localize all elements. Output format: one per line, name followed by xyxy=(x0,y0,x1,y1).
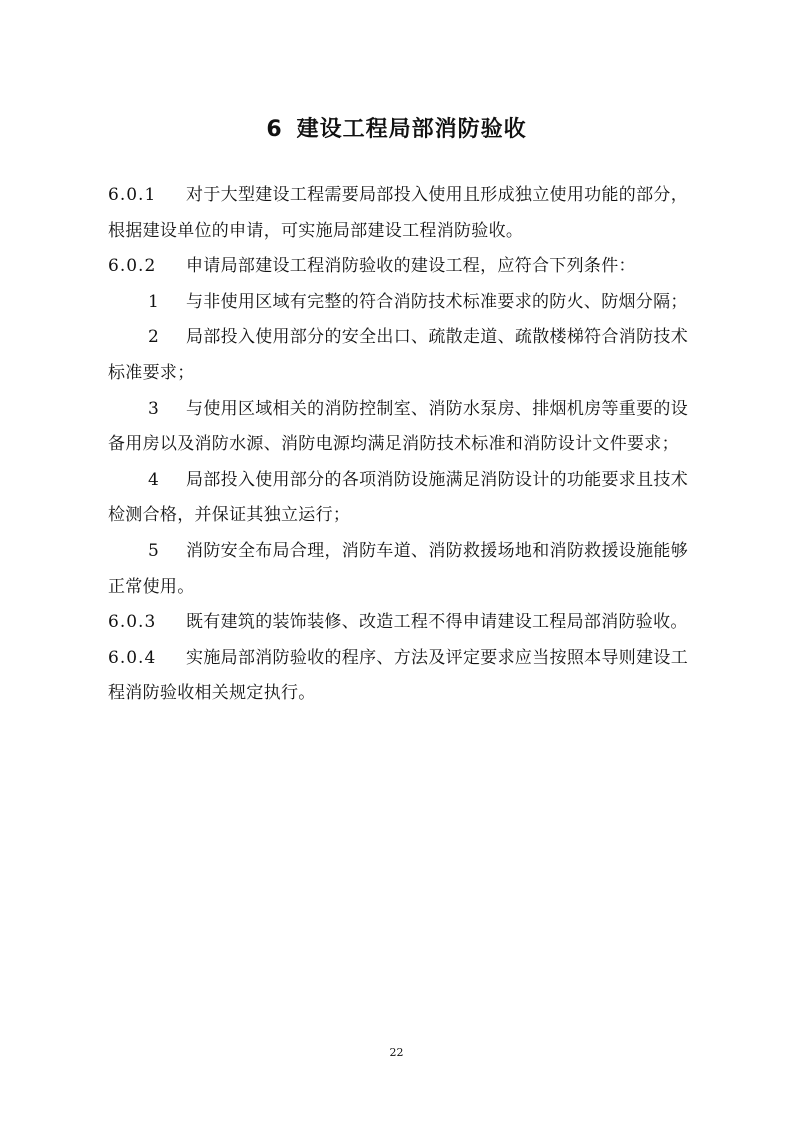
clause-6-0-2 xyxy=(108,249,688,285)
item-number: 2 xyxy=(148,327,160,348)
chapter-heading xyxy=(0,112,793,148)
clause-item-2 xyxy=(108,320,688,391)
clause-item-4 xyxy=(108,463,688,534)
item-number: 5 xyxy=(148,540,160,561)
item-number: 1 xyxy=(148,291,160,312)
chapter-number: 6 xyxy=(266,117,283,142)
clause-number: 6.0.3 xyxy=(108,612,157,633)
clause-6-0-3 xyxy=(108,605,688,641)
item-number: 3 xyxy=(148,398,160,419)
clause-text: 既有建筑的装饰装修、改造工程不得申请建设工程局部消防验收。 xyxy=(186,612,688,633)
item-text: 与使用区域相关的消防控制室、消防水泵房、排烟机房等重要的设备用房以及消防水源、消防电源均满足消防技术标准和消防设计文件要求； xyxy=(108,398,688,455)
item-text: 消防安全布局合理，消防车道、消防救援场地和消防救援设施能够正常使用。 xyxy=(108,540,688,597)
clause-item-5 xyxy=(108,534,688,605)
clause-number: 6.0.1 xyxy=(108,185,157,205)
document-body xyxy=(108,178,688,712)
clause-text: 申请局部建设工程消防验收的建设工程，应符合下列条件： xyxy=(186,256,636,277)
page-number: 22 xyxy=(389,1046,404,1059)
item-text: 局部投入使用部分的安全出口、疏散走道、疏散楼梯符合消防技术标准要求； xyxy=(108,327,688,383)
clause-number: 6.0.4 xyxy=(108,647,157,668)
item-number: 4 xyxy=(148,469,160,490)
clause-number: 6.0.2 xyxy=(108,256,157,277)
chapter-title: 建设工程局部消防验收 xyxy=(296,117,527,142)
clause-text: 对于大型建设工程需要局部投入使用且形成独立使用功能的部分，根据建设单位的申请，可实施局部建设工程消防验收。 xyxy=(108,185,688,241)
clause-text: 实施局部消防验收的程序、方法及评定要求应当按照本导则建设工程消防验收相关规定执行。 xyxy=(108,647,688,704)
item-text: 局部投入使用部分的各项消防设施满足消防设计的功能要求且技术检测合格，并保证其独立运行； xyxy=(108,469,688,526)
clause-item-3 xyxy=(108,392,688,463)
item-text: 与非使用区域有完整的符合消防技术标准要求的防火、防烟分隔； xyxy=(186,291,688,312)
clause-6-0-4 xyxy=(108,641,688,712)
clause-6-0-1 xyxy=(108,178,688,249)
clause-item-1 xyxy=(108,285,688,321)
